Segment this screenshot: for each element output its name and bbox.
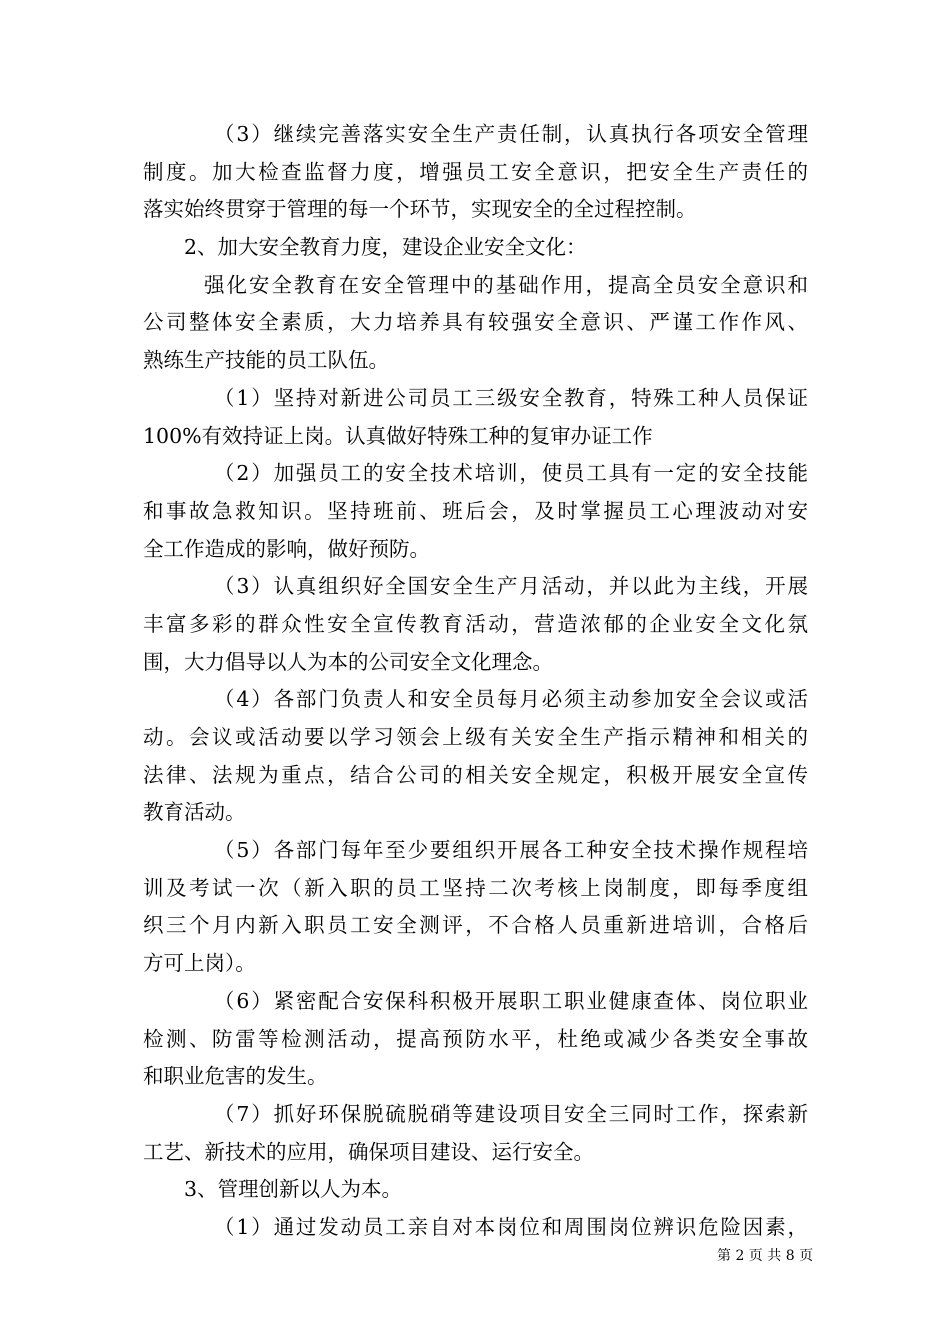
text-line: 和事故急救知识。坚持班前、班后会，及时掌握员工心理波动对安 bbox=[143, 498, 808, 523]
text-line: 强化安全教育在安全管理中的基础作用，提高全员安全意识和 bbox=[204, 272, 808, 297]
text-line: 丰富多彩的群众性安全宣传教育活动，营造浓郁的企业安全文化氛 bbox=[143, 611, 808, 636]
text-line: （7）抓好环保脱硫脱硝等建设项目安全三同时工作，探索新 bbox=[214, 1101, 808, 1126]
text-line: 制度。加大检查监督力度，增强员工安全意识，把安全生产责任的 bbox=[143, 159, 808, 184]
text-line: 和职业危害的发生。 bbox=[143, 1064, 328, 1089]
text-line: （5）各部门每年至少要组织开展各工种安全技术操作规程培 bbox=[214, 838, 808, 863]
text-line: 3、管理创新以人为本。 bbox=[184, 1177, 403, 1202]
text-line: （6）紧密配合安保科积极开展职工职业健康查体、岗位职业 bbox=[214, 988, 808, 1013]
text-line: 检测、防雷等检测活动，提高预防水平，杜绝或减少各类安全事故 bbox=[143, 1026, 808, 1051]
text-line: 工艺、新技术的应用，确保项目建设、运行安全。 bbox=[143, 1139, 594, 1164]
text-line: 落实始终贯穿于管理的每一个环节，实现安全的全过程控制。 bbox=[143, 197, 697, 222]
text-line: 公司整体安全素质，大力培养具有较强安全意识、严谨工作作风、 bbox=[143, 310, 808, 335]
text-line: 法律、法规为重点，结合公司的相关安全规定，积极开展安全宣传 bbox=[143, 762, 808, 787]
text-line: 全工作造成的影响，做好预防。 bbox=[143, 536, 430, 561]
text-line: 2、加大安全教育力度，建设企业安全文化： bbox=[184, 235, 587, 260]
text-line: （4）各部门负责人和安全员每月必须主动参加安全会议或活 bbox=[214, 687, 808, 712]
text-line: 熟练生产技能的员工队伍。 bbox=[143, 348, 389, 373]
text-line: 方可上岗）。 bbox=[143, 951, 256, 976]
page-number: 第 2 页 共 8 页 bbox=[717, 1248, 814, 1264]
text-line: 动。会议或活动要以学习领会上级有关安全生产指示精神和相关的 bbox=[143, 725, 808, 749]
document-body bbox=[143, 116, 808, 1247]
text-line: 100%有效持证上岗。认真做好特殊工种的复审办证工作 bbox=[143, 423, 653, 448]
text-line: 织三个月内新入职员工安全测评，不合格人员重新进培训，合格后 bbox=[143, 913, 808, 938]
text-line: （3）认真组织好全国安全生产月活动，并以此为主线，开展 bbox=[214, 574, 808, 599]
text-line: （2）加强员工的安全技术培训，使员工具有一定的安全技能 bbox=[214, 461, 808, 486]
text-line: （3）继续完善落实安全生产责任制，认真执行各项安全管理 bbox=[214, 122, 808, 146]
text-line: 围，大力倡导以人为本的公司安全文化理念。 bbox=[143, 649, 553, 674]
text-line: （1）坚持对新进公司员工三级安全教育，特殊工种人员保证 bbox=[214, 385, 808, 410]
text-line: （1）通过发动员工亲自对本岗位和周围岗位辨识危险因素， bbox=[214, 1214, 808, 1239]
text-line: 教育活动。 bbox=[143, 800, 246, 825]
text-line: 训及考试一次（新入职的员工坚持二次考核上岗制度，即每季度组 bbox=[143, 875, 808, 900]
